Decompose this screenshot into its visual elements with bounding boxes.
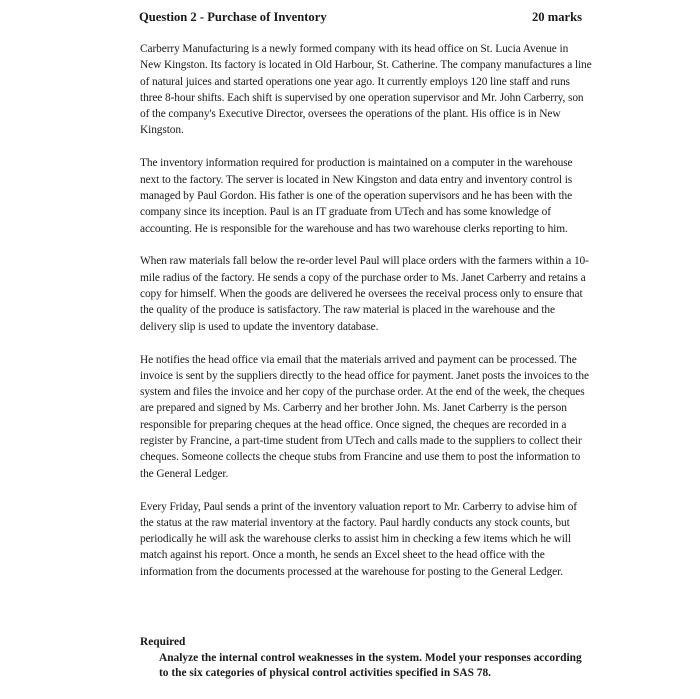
paragraph-payment-process: He notifies the head office via email that the materials arrived and payment can be processed. The invoice is sent by the suppliers directly to the head office for payment. Janet posts the invoices to the system and files the invoice and her copy of the purchase order. At the end of the week, the cheques are prepared and signed by Ms. Carberry and her brother John. Ms. Janet Carberry is the person responsible for preparing cheques at the head office. Once signed, the cheques are recorded in a register by Francine, a part-time student from UTech and calls made to the suppliers to collect their cheques. Someone collects the cheque stubs from Francine and use them to post the information to the General Ledger. [140, 353, 589, 480]
required-section [140, 635, 592, 682]
case-description [140, 41, 592, 597]
required-title: Required [140, 636, 186, 648]
question-header [139, 9, 582, 25]
question-title: Question 2 - Purchase of Inventory [139, 10, 327, 24]
paragraph-company-background: Carberry Manufacturing is a newly formed company with its head office on St. Lucia Avenue in New Kingston. Its factory is located in Old Harbour, St. Catherine. The company manufactures a line of natural juices and started operations one year ago. It currently employs 120 line staff and runs three 8-hour shifts. Each shift is supervised by one operation supervisor and Mr. John Carberry, son of the company's Executive Director, oversees the operations of the plant. His office is in New Kingston. [140, 43, 592, 137]
paragraph-inventory-system: The inventory information required for production is maintained on a computer in the warehouse next to the factory. The server is located in New Kingston and data entry and inventory control is managed by Paul Gordon. His father is one of the operation supervisors and he has been with the company since its inception. Paul is an IT graduate from UTech and has some knowledge of accounting. He is responsible for the warehouse and has two warehouse clerks reporting to him. [140, 157, 573, 235]
question-marks: 20 marks [531, 10, 582, 24]
paragraph-ordering-process: When raw materials fall below the re-order level Paul will place orders with the farmers within a 10-mile radius of the factory. He sends a copy of the purchase order to Ms. Janet Carberry and retains a copy for himself. When the goods are delivered he oversees the receival process only to ensure that the quality of the produce is satisfactory. The raw material is placed in the warehouse and the delivery slip is used to update the inventory database. [140, 255, 589, 333]
required-text: Analyze the internal control weaknesses in the system. Model your responses according to the six categories of physical control activities specified in SAS 78. [159, 651, 582, 679]
paragraph-reporting-process: Every Friday, Paul sends a print of the inventory valuation report to Mr. Carberry to advise him of the status at the raw material inventory at the factory. Paul hardly conducts any stock counts, but periodically he will ask the warehouse clerks to assist him in checking a few items which he will match against his report. Once a month, he sends an Excel sheet to the head office with the information from the documents processed at the warehouse for posting to the General Ledger. [140, 500, 577, 578]
